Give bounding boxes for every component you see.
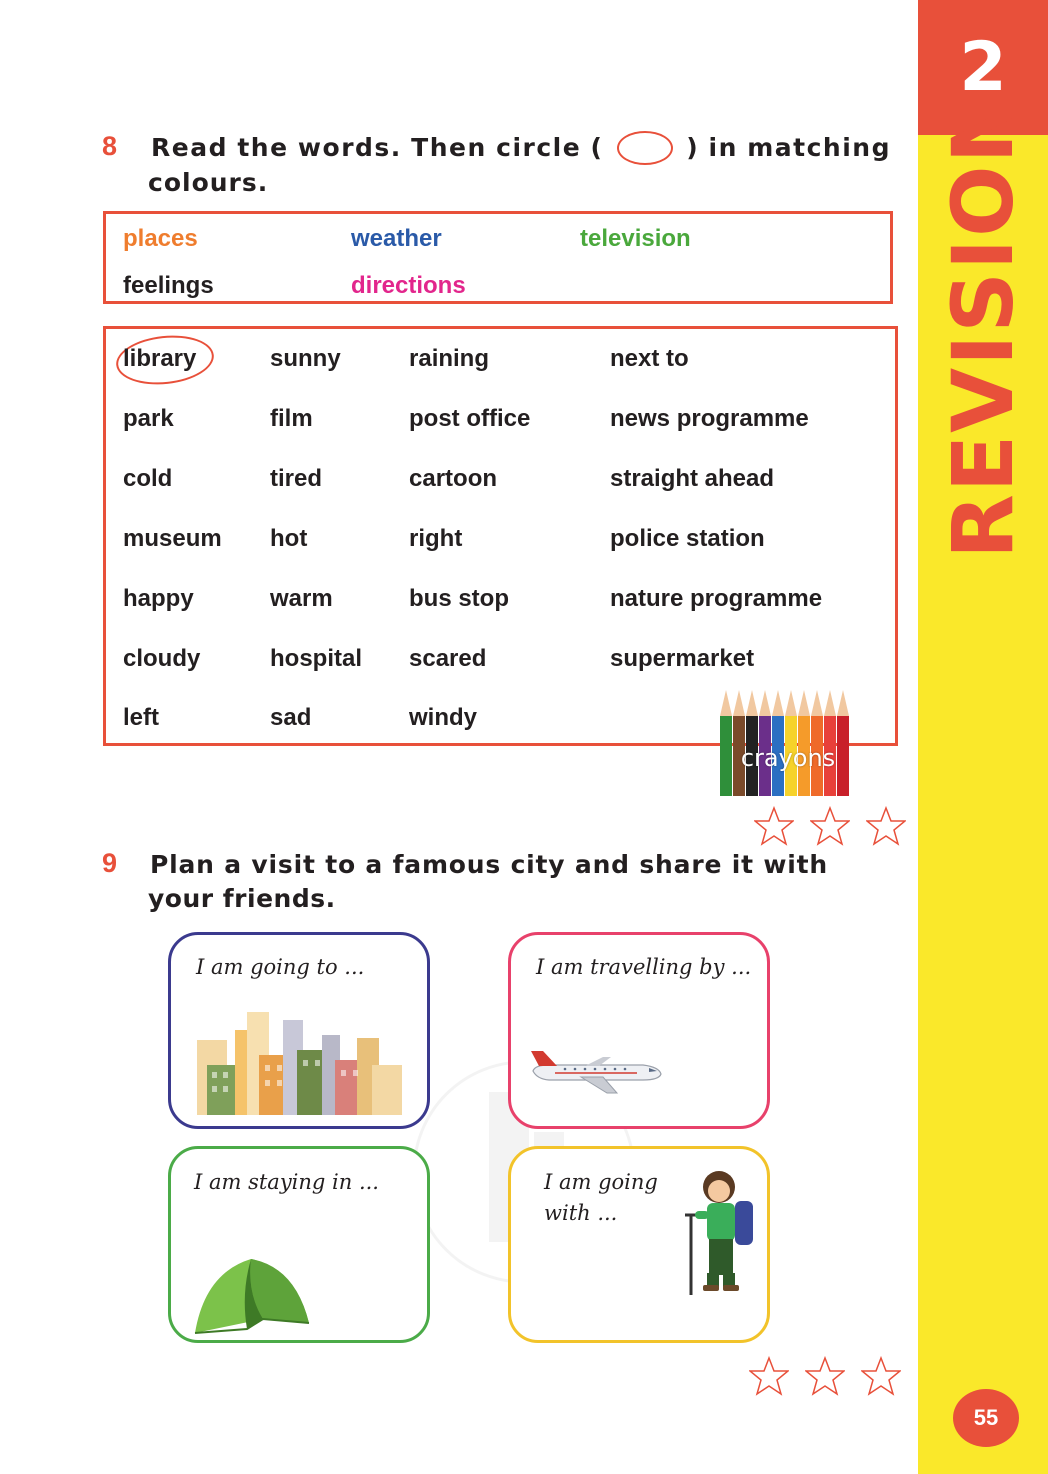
word-item[interactable]: right: [409, 525, 463, 552]
card-prompt: I am travelling by ...: [536, 955, 752, 979]
star-icon[interactable]: [861, 1356, 901, 1396]
word-item[interactable]: windy: [409, 704, 478, 731]
word-item[interactable]: supermarket: [610, 645, 755, 672]
instruction-word: matching: [747, 133, 891, 162]
word-item[interactable]: hospital: [270, 645, 363, 672]
word-grid: [103, 326, 898, 746]
card-prompt: I am going to ...: [196, 955, 365, 979]
word-item[interactable]: next to: [610, 345, 689, 372]
category-feelings: feelings: [123, 272, 214, 299]
instruction-word: Read: [151, 133, 228, 162]
card-staying-in: [168, 1146, 430, 1343]
word-item[interactable]: tired: [270, 465, 323, 492]
card-prompt-line2: with ...: [544, 1201, 618, 1225]
word-item[interactable]: film: [270, 405, 313, 432]
star-icon[interactable]: [810, 806, 850, 846]
category-weather: weather: [351, 225, 442, 252]
exercise-9-instruction-line2: your friends.: [148, 884, 336, 913]
word-item[interactable]: scared: [409, 645, 487, 672]
star-icon[interactable]: [805, 1356, 845, 1396]
card-going-with: [508, 1146, 770, 1343]
crayons-label: crayons: [740, 744, 836, 772]
card-prompt: I am staying in ...: [194, 1170, 379, 1194]
word-item[interactable]: bus stop: [409, 585, 509, 612]
card-going-to: [168, 932, 430, 1129]
star-icon[interactable]: [749, 1356, 789, 1396]
word-library[interactable]: library: [123, 345, 197, 372]
card-travelling-by: [508, 932, 770, 1129]
instruction-word: ): [686, 133, 700, 162]
word-item[interactable]: raining: [409, 345, 490, 372]
rating-stars-9: [749, 1356, 901, 1396]
word-item[interactable]: news programme: [610, 405, 809, 432]
city-skyline-icon: [197, 1010, 407, 1115]
word-item[interactable]: nature programme: [610, 585, 823, 612]
word-item[interactable]: happy: [123, 585, 194, 612]
word-item[interactable]: cartoon: [409, 465, 498, 492]
word-item[interactable]: post office: [409, 405, 531, 432]
exercise-8-instruction: [151, 131, 891, 165]
word-item[interactable]: police station: [610, 525, 765, 552]
word-item[interactable]: straight ahead: [610, 465, 775, 492]
word-item[interactable]: hot: [270, 525, 308, 552]
airplane-icon: [525, 1047, 665, 1095]
category-television: television: [580, 225, 691, 252]
card-prompt-line1: I am going: [544, 1170, 658, 1194]
category-box: [103, 211, 893, 304]
category-directions: directions: [351, 272, 466, 299]
crayons-icon: [718, 688, 858, 798]
unit-number: 2: [959, 27, 1007, 107]
category-places: places: [123, 225, 198, 252]
exercise-9-number: 9: [102, 848, 118, 878]
word-item[interactable]: sad: [270, 704, 312, 731]
instruction-word: circle: [496, 133, 582, 162]
word-item[interactable]: sunny: [270, 345, 341, 372]
instruction-word: words.: [297, 133, 402, 162]
word-item[interactable]: warm: [270, 585, 333, 612]
exercise-8-instruction-line2: colours.: [148, 168, 269, 197]
unit-sidebar: [918, 0, 1048, 1474]
instruction-word: Then: [411, 133, 487, 162]
instruction-word: the: [237, 133, 289, 162]
exercise-8-number: 8: [102, 131, 118, 161]
word-item[interactable]: cloudy: [123, 645, 201, 672]
exercise-9-instruction: Plan a visit to a famous city and share it with: [150, 850, 828, 879]
word-item[interactable]: cold: [123, 465, 173, 492]
star-icon[interactable]: [754, 806, 794, 846]
instruction-word: (: [590, 133, 604, 162]
oval-icon: [617, 131, 673, 165]
tent-icon: [191, 1253, 313, 1335]
revision-title: REVISION: [934, 91, 1032, 559]
hiker-boy-icon: [683, 1167, 759, 1299]
word-item[interactable]: park: [123, 405, 174, 432]
word-item[interactable]: left: [123, 704, 159, 731]
page-number: 55: [953, 1389, 1019, 1447]
crayons-illustration: [718, 688, 858, 798]
instruction-word: in: [708, 133, 738, 162]
word-item[interactable]: museum: [123, 525, 222, 552]
rating-stars-8: [754, 806, 906, 846]
star-icon[interactable]: [866, 806, 906, 846]
